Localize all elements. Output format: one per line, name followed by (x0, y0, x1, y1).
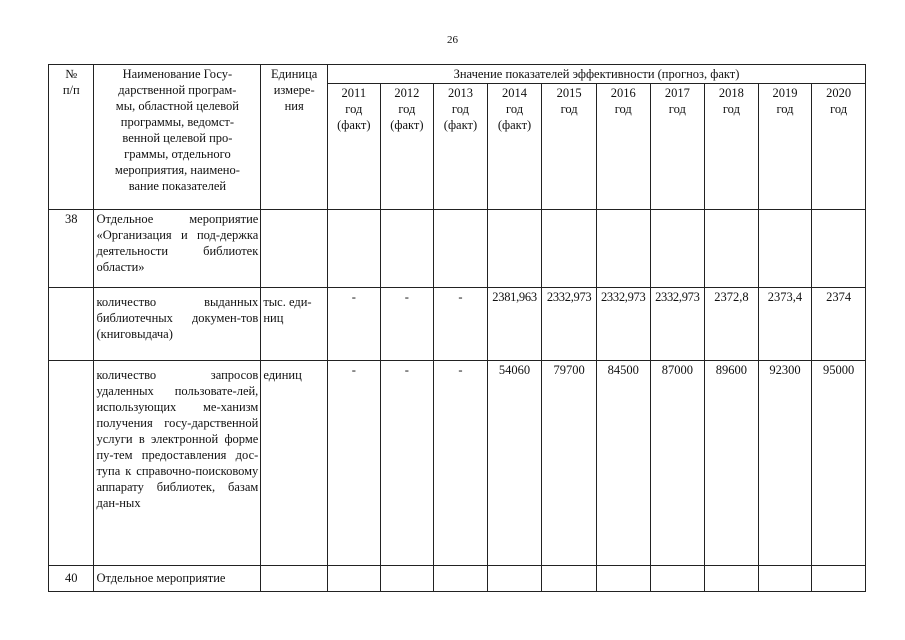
row-name: количество запросов удаленных пользовате-лей, использующих ме-ханизм получения госу-дарственной услуги в электронной форме пу-тем предоставления дос-тупа к справочно-поисковому аппарату библиотек, базам дан-ных (94, 361, 261, 566)
row-value (380, 566, 434, 592)
row-name: количество выданных библиотечных докумен-тов (книговыдача) (94, 288, 261, 361)
row-value: 2372,8 (705, 288, 759, 361)
row-value: 79700 (542, 361, 597, 566)
row-value (328, 210, 381, 288)
header-year: 2012 год (факт) (380, 84, 434, 210)
header-year: 2013 год (факт) (434, 84, 488, 210)
row-value: - (328, 288, 381, 361)
header-year: 2019 год (758, 84, 812, 210)
row-value: 2332,973 (596, 288, 650, 361)
row-value: 54060 (487, 361, 542, 566)
row-unit (261, 210, 328, 288)
row-value (487, 210, 542, 288)
row-value: 2332,973 (542, 288, 597, 361)
row-value: 2373,4 (758, 288, 812, 361)
row-value: 2381,963 (487, 288, 542, 361)
row-value: - (434, 361, 488, 566)
row-value (487, 566, 542, 592)
row-value (650, 566, 705, 592)
header-name: Наименование Госу- дарственной програм- мы, областной целевой программы, ведомст- венной целевой про- граммы, отдельного мероприятия, наимено- вание показателей (94, 65, 261, 210)
table-row (49, 288, 866, 361)
header-year: 2017 год (650, 84, 705, 210)
row-value: 2332,973 (650, 288, 705, 361)
row-value (380, 210, 434, 288)
header-year: 2011 год (факт) (328, 84, 381, 210)
row-value: 89600 (705, 361, 759, 566)
row-value: 92300 (758, 361, 812, 566)
header-num: № п/п (49, 65, 94, 210)
row-value (758, 566, 812, 592)
indicators-table (48, 64, 866, 592)
table-row (49, 210, 866, 288)
row-num (49, 288, 94, 361)
row-value: 87000 (650, 361, 705, 566)
header-year: 2016 год (596, 84, 650, 210)
header-values-group: Значение показателей эффективности (прогноз, факт) (328, 65, 866, 84)
row-value (596, 210, 650, 288)
row-value: 95000 (812, 361, 866, 566)
row-value (812, 566, 866, 592)
row-value: - (328, 361, 381, 566)
row-value (328, 566, 381, 592)
row-value: - (380, 288, 434, 361)
row-num: 40 (49, 566, 94, 592)
row-value (812, 210, 866, 288)
row-name: Отдельное мероприятие (94, 566, 261, 592)
row-num (49, 361, 94, 566)
row-value (434, 566, 488, 592)
row-unit: единиц (261, 361, 328, 566)
row-value (758, 210, 812, 288)
row-value: - (434, 288, 488, 361)
row-value: 2374 (812, 288, 866, 361)
table-row (49, 566, 866, 592)
page-number: 26 (447, 34, 458, 46)
row-unit: тыс. еди-ниц (261, 288, 328, 361)
row-value (596, 566, 650, 592)
row-unit (261, 566, 328, 592)
row-value (542, 210, 597, 288)
row-value (542, 566, 597, 592)
header-year: 2014 год (факт) (487, 84, 542, 210)
row-value (434, 210, 488, 288)
row-value (705, 210, 759, 288)
row-num: 38 (49, 210, 94, 288)
header-unit: Единица измере- ния (261, 65, 328, 210)
row-value: - (380, 361, 434, 566)
table-row (49, 361, 866, 566)
row-value (650, 210, 705, 288)
row-value (705, 566, 759, 592)
row-value: 84500 (596, 361, 650, 566)
header-year: 2020 год (812, 84, 866, 210)
header-year: 2018 год (705, 84, 759, 210)
row-name: Отдельное мероприятие «Организация и под-держка деятельности библиотек области» (94, 210, 261, 288)
header-year: 2015 год (542, 84, 597, 210)
